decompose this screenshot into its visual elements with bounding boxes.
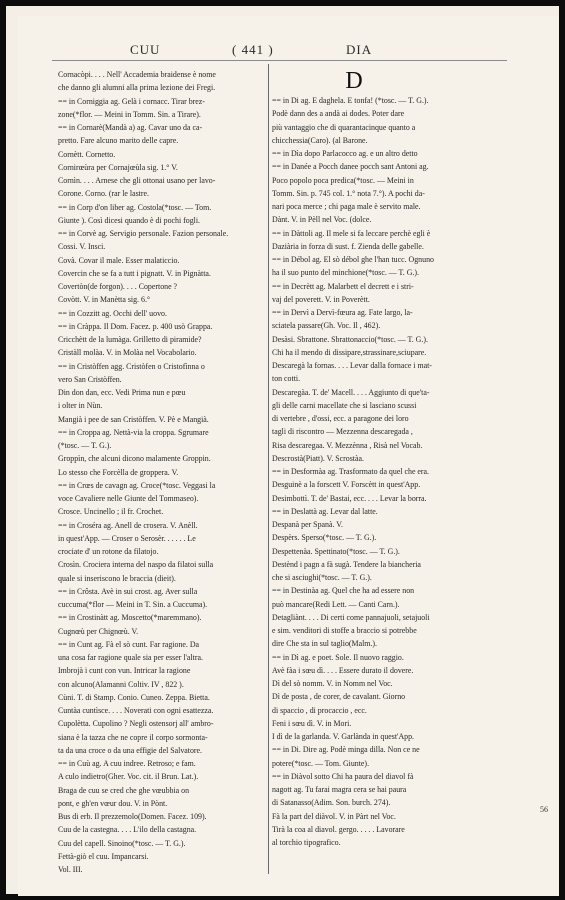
entry-line: vaj del poverett. V. in Poverètt. xyxy=(272,294,370,304)
entry-line: Cuntàa cuntìsce. . . . Noverati con ogni esattezza. xyxy=(58,706,214,715)
entry-line: può mancare(Redi Lett. — Canti Carn.). xyxy=(272,599,400,609)
header-page-number: ( 441 ) xyxy=(232,42,274,57)
entry-line: == in Decrètt ag. Malarbett el decrett e i stri- xyxy=(272,281,414,291)
entry-line: Din don dan, ecc. Vedi Prima nun e pœu xyxy=(58,388,186,397)
entry-line: Podè dann des a andà ai dodes. Poter dare xyxy=(272,109,405,119)
entry-line: (*tosc. — T. G.). xyxy=(58,441,112,450)
entry-line: nari poca merce ; chi paga male è servito male. xyxy=(272,202,421,211)
entry-line: Tirà la coa al diavol. gergo. . . . . Lavorare xyxy=(272,824,405,834)
entry-line: == in Deslattà ag. Levar dal latte. xyxy=(272,506,378,516)
entry-line: == in Crœs de cavagn ag. Croce(*tosc. Veggasi la xyxy=(58,480,216,490)
column-divider xyxy=(268,64,269,874)
entry-line: Desimbottì. T. de' Bastai, ecc. . . . Levar la borra. xyxy=(272,493,427,503)
entry-line: che si asciughi(*tosc. — T. G.). xyxy=(272,573,372,582)
left-column xyxy=(58,68,263,876)
entry-line: Descaregàa. T. de' Macell. . . . Aggiunto di que'ta- xyxy=(272,387,430,397)
entry-line: voce Cavaliere nelle Giunte del Tommaseo). xyxy=(58,494,199,503)
entry-line: nagott ag. Tu farai magra cera se hai paura xyxy=(272,785,407,794)
entry-line: == in Cornarè(Mandà a) ag. Cavar uno da ca- xyxy=(58,123,203,132)
entry-line: gli delle carni macellate che si lasciano scussi xyxy=(272,400,417,410)
entry-line: == in Cràppa. Il Dom. Facez. p. 400 usò Grappa. xyxy=(58,321,213,331)
entry-line: Cupolètta. Cupolino ? Negli ostensorj all' ambro- xyxy=(58,719,214,729)
entry-line: Dì de posta , de corer, de cavalant. Giorno xyxy=(272,692,406,702)
entry-line: che danno gli alumni alla prima lezione dei Fregi. xyxy=(58,83,216,93)
entry-line: quale si inseriscono le braccia (dieit). xyxy=(58,573,176,583)
entry-line: vero San Cristòffen. xyxy=(58,374,122,384)
entry-line: Tomm. Sin. p. 745 col. 1.° nota 7.°). A pochi da- xyxy=(272,188,425,198)
entry-line: Bus di erb. Il prezzemolo(Domen. Facez. 109). xyxy=(58,812,207,821)
entry-line: di spaccio , di procaccio , ecc. xyxy=(272,705,367,715)
entry-line: di Satanasso(Adim. Son. burch. 274). xyxy=(272,798,391,808)
entry-line: ton cotti. xyxy=(272,374,301,384)
entry-line: == in Cristòffen agg. Cristòfen o Cristofìnna o xyxy=(58,361,205,371)
entry-line: Groppìn, che alcuni dicono malamente Groppin. xyxy=(58,454,211,464)
header-left-word: CUU xyxy=(130,42,161,57)
entry-line: i olter in Nùn. xyxy=(58,401,103,411)
entry-line: Dànt. V. in Pèll nel Voc. (dolce. xyxy=(272,215,372,225)
entry-line: == in Dìa dopo Parlacocco ag. e un altro detto xyxy=(272,149,418,158)
entry-line: e sim. venditori di stoffe a braccio si potrebbe xyxy=(272,626,417,635)
entry-line: tagli di riscontro — Mezzenna descaregada , xyxy=(272,427,413,437)
entry-line: == in Di. Dire ag. Podè minga dilla. Non ce ne xyxy=(272,745,420,755)
entry-line: Giunte ). Così dicesi quando è di pochi fogli. xyxy=(58,215,201,225)
entry-line: == in Crôsta. Avè in sui crost. ag. Aver sulla xyxy=(58,586,198,596)
entry-line: Cricchètt de la lumàga. Grilletto di piramide? xyxy=(58,335,202,344)
entry-line: == in Corp d'on liber ag. Costola(*tosc. — Tom. xyxy=(58,202,212,212)
entry-line: == in Cuù ag. A cuu indree. Retroso; e fam. xyxy=(58,759,196,768)
entry-line: Poco popolo poca predica(*tosc. — Meini in xyxy=(272,175,414,185)
entry-line: Lo stesso che Forcèlla de groppera. V. xyxy=(58,467,179,477)
entry-line: Detagliànt. . . . Di certi come pannajuoli, setajuoli xyxy=(272,612,430,622)
entry-line: Desàsi. Sbrattone. Sbrattonaccio(*tosc. — T. G.). xyxy=(272,334,428,344)
entry-line: crociate d' un rotone da filatojo. xyxy=(58,547,159,556)
entry-line: più vantaggio che di quarantacinque quanto a xyxy=(272,122,416,132)
entry-line: Cuu del capell. Sinoino(*tosc. — T. G.). xyxy=(58,838,186,848)
entry-line: di vertebre , d'ossi, ecc. a paragone dei loro xyxy=(272,414,409,423)
entry-line: Covercin che se fa a tutt i pignatt. V. in Pignàtta. xyxy=(58,268,211,278)
entry-line: == in Di ag. E daghela. E tonfa! (*tosc. — T. G.). xyxy=(272,96,429,105)
entry-line: Despèrs. Sperso(*tosc. — T. G.). xyxy=(272,533,377,543)
entry-line: Imbrojà i cunt con vun. Intricar la ragione xyxy=(58,666,191,676)
entry-line: Descaregà la fornas. . . . Levar dalla fornace i mat- xyxy=(272,361,432,370)
entry-line: sciatela passare(Gh. Voc. Il , 462). xyxy=(272,321,381,331)
entry-line: Fà la part del diàvol. V. in Pàrt nel Voc. xyxy=(272,811,396,821)
entry-line: cuccuma(*flor — Meini in T. Sin. a Cuccuma). xyxy=(58,600,208,609)
entry-line: Despettenàa. Spettinato(*tosc. — T. G.). xyxy=(272,546,400,556)
entry-line: Cornètt. Cornetto. xyxy=(58,149,116,159)
entry-line: Cornacòpi. . . . Nell' Accademia braidense è nome xyxy=(58,70,216,79)
entry-line: pretto. Fare alcuno marito delle capre. xyxy=(58,136,179,146)
entry-line: Cugnœù per Chignœù. V. xyxy=(58,626,139,636)
entry-line: siana è la tazza che ne copre il corpo sormonta- xyxy=(58,732,208,742)
entry-line: == in Croséra ag. Anell de crosera. V. Anèll. xyxy=(58,520,198,530)
entry-line: Cùni. T. di Stamp. Conio. Cuneo. Zeppa. Bietta. xyxy=(58,692,210,702)
entry-line: al torchio tipografico. xyxy=(272,838,341,847)
entry-line: Destènd i pagn a fà sugà. Tendere la biancheria xyxy=(272,559,421,569)
entry-line: == in Débol ag. El sò débol ghe l'han tucc. Ognuno xyxy=(272,255,434,264)
entry-line: Cossi. V. Insci. xyxy=(58,242,106,252)
entry-line: Cuu de la castegna. . . . L'ilo della castagna. xyxy=(58,825,197,835)
entry-line: pont, e gh'en vœur dou. V. in Pònt. xyxy=(58,798,168,808)
right-column xyxy=(272,68,510,849)
entry-line: Dì del sò nomm. V. in Nomm nel Voc. xyxy=(272,679,393,688)
entry-line: Avè fàa i sœu dì. . . . Essere durato il dovere. xyxy=(272,665,414,675)
entry-line: == in Cozzitt ag. Occhi dell' uovo. xyxy=(58,308,167,318)
entry-line: dire Che sta in sul taglio(Malm.). xyxy=(272,639,377,649)
entry-line: Crosce. Uncinello ; il fr. Crochet. xyxy=(58,507,164,517)
entry-line: Braga de cuu se cred che ghe vœubbia on xyxy=(58,785,190,795)
entry-line: Covà. Covar il male. Esser malaticcio. xyxy=(58,255,180,265)
entry-line: Crosìn. Crociera interna del naspo da filatoi sulla xyxy=(58,560,214,570)
section-dropcap: D xyxy=(345,68,363,94)
header-rule xyxy=(52,60,507,61)
header-right-word: DIA xyxy=(346,42,373,57)
entry-line: Covòtt. V. in Manètta sig. 6.° xyxy=(58,295,151,305)
entry-line: Vol. III. xyxy=(58,865,83,874)
entry-line: in quest'App. — Croser o Serosèr. . . . . . Le xyxy=(58,533,196,543)
entry-line: Daziària in forza di sust. f. Zienda delle gabelle. xyxy=(272,241,424,251)
entry-line: == in Danée a Pocch danee pocch sant Antoni ag. xyxy=(272,162,429,172)
entry-line: == in Diàvol sotto Chi ha paura del diavol fà xyxy=(272,771,414,781)
entry-line: Descrostà(Piatt). V. Scrostàa. xyxy=(272,453,364,463)
entry-line: ta da una croce o da una effigie del Salvatore. xyxy=(58,745,203,755)
entry-line: I dì de la garlanda. V. Garlànda in quest'App. xyxy=(272,732,415,741)
entry-line: Mangià i pee de san Cristòffen. V. Pè e Mangià. xyxy=(58,414,209,424)
entry-line: A culo indietro(Gher. Voc. cit. il Brun. Lat.). xyxy=(58,772,199,782)
entry-line: == in Desformàa ag. Trasformato da quel che era. xyxy=(272,467,430,476)
entry-line: == in Dàttoli ag. Il mele si fa leccare perchè egli è xyxy=(272,228,431,238)
entry-line: Risa descaregaa. V. Mezzènna , Risà nel Vocab. xyxy=(272,440,423,450)
entry-line: == in Croppa ag. Nettà-via la croppa. Sgrumare xyxy=(58,427,209,437)
entry-line: Cornirœùra per Cornajœùla sig. 1.° V. xyxy=(58,162,178,172)
entry-line: potere(*tosc. — Tom. Giunte). xyxy=(272,758,370,768)
entry-line: == in Dì ag. e poet. Sole. Il nuovo raggio. xyxy=(272,652,404,662)
entry-line: == in Corniggia ag. Gelà i cornacc. Tirar brez- xyxy=(58,96,205,106)
entry-line: == in Dervì a Dervì-fœura ag. Fate largo, la- xyxy=(272,308,413,317)
entry-line: == in Cunt ag. Fà el sò cunt. Far ragione. Da xyxy=(58,639,200,649)
entry-line: Cornìn. . . . Arnese che gli ottonai usano per lavo- xyxy=(58,176,216,185)
entry-line: Fettà-giò el cuu. Impancarsi. xyxy=(58,851,149,861)
entry-line: ha il suo punto del minchione(*tosc. — T. G.). xyxy=(272,268,419,278)
entry-line: Feni i sœu dì. V. in Mori. xyxy=(272,718,352,728)
entry-line: con alcuno(Alamanni Coltiv. IV , 822 ). xyxy=(58,679,184,689)
entry-line: Despanà per Spanà. V. xyxy=(272,520,343,529)
entry-line: Desguinè a la forscett V. Forscètt in quest'App. xyxy=(272,480,421,490)
entry-line: una cosa far ragione quale sia per esser l'altra. xyxy=(58,653,203,662)
entry-line: == in Crostinàtt ag. Moscetto(*maremmano). xyxy=(58,613,202,623)
entry-line: Chi ha il mendo di dissipare,strassinare,sciupare. xyxy=(272,347,427,357)
entry-line: == in Destinàa ag. Quel che ha ad essere non xyxy=(272,586,415,596)
entry-line: zone(*flor. — Meini in Tomm. Sin. a Tirare). xyxy=(58,109,201,119)
entry-line: == in Corvè ag. Servigio personale. Fazion personale. xyxy=(58,229,229,238)
entry-line: chicchessia(Caro). (al Barone. xyxy=(272,135,368,145)
folio-number: 56 xyxy=(540,805,548,814)
entry-line: Corone. Corno. (rar le lastre. xyxy=(58,189,149,199)
entry-line: Cristàll molàa. V. in Molàa nel Vocabolario. xyxy=(58,348,197,358)
entry-line: Covertòn(de forgon). . . . Copertone ? xyxy=(58,282,178,291)
